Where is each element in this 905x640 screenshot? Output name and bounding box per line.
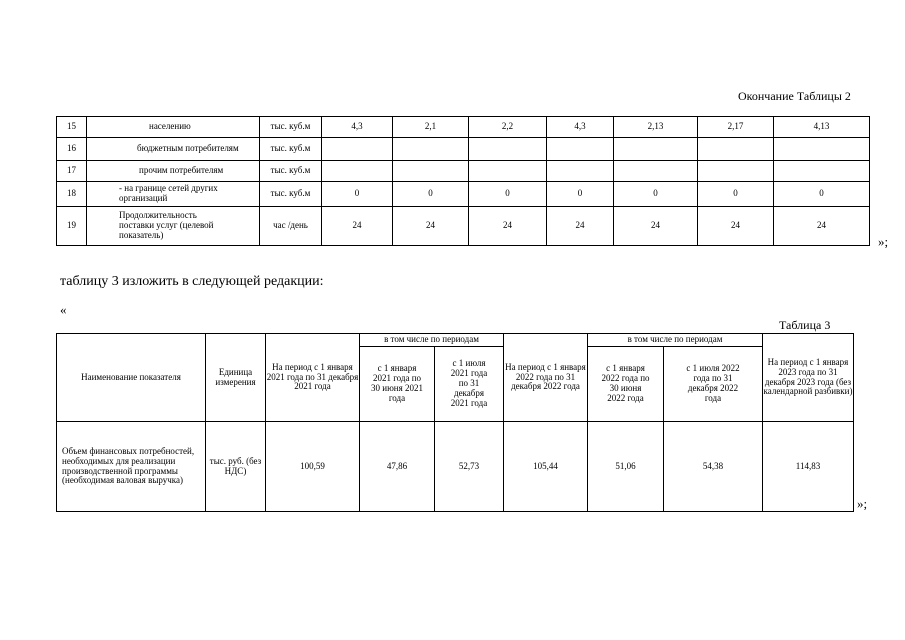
- table-row: [57, 207, 870, 246]
- header-row: [57, 334, 854, 347]
- header-period-2022: На период с 1 января 2022 года по 31 декабря 2022 года: [504, 334, 588, 422]
- cell-value: 2,1: [393, 117, 469, 138]
- row-unit: тыс. куб.м: [260, 138, 322, 161]
- row-unit: час /день: [260, 207, 322, 246]
- cell-value: [469, 138, 547, 161]
- header-indicator: Наименование показателя: [57, 334, 206, 422]
- header-unit: Единица измерения: [206, 334, 266, 422]
- cell-value: [547, 161, 614, 182]
- cell-value: [547, 138, 614, 161]
- amendment-text: таблицу 3 изложить в следующей редакции:: [60, 274, 324, 289]
- cell-value: [774, 161, 870, 182]
- cell-value: 4,13: [774, 117, 870, 138]
- cell-value: [469, 161, 547, 182]
- table2-caption: Окончание Таблицы 2: [738, 89, 851, 103]
- row-unit: тыс. куб.м: [260, 117, 322, 138]
- cell-value: 24: [774, 207, 870, 246]
- cell-value: 47,86: [360, 422, 435, 512]
- cell-value: 0: [393, 182, 469, 207]
- cell-value: 24: [393, 207, 469, 246]
- cell-value: 0: [469, 182, 547, 207]
- row-name: бюджетным потребителям: [87, 138, 260, 161]
- row-number: 18: [57, 182, 87, 207]
- table2: [56, 116, 870, 246]
- cell-value: 24: [698, 207, 774, 246]
- cell-value: 0: [322, 182, 393, 207]
- row-name: - на границе сетей других организаций: [87, 182, 260, 207]
- cell-value: 51,06: [588, 422, 664, 512]
- header-period-2023: На период с 1 января 2023 года по 31 декабря 2023 года (без календарной разбивки): [763, 334, 854, 422]
- header-period-2021: На период с 1 января 2021 года по 31 декабря 2021 года: [266, 334, 360, 422]
- row-name: прочим потребителям: [87, 161, 260, 182]
- table-row: [57, 117, 870, 138]
- cell-value: 24: [322, 207, 393, 246]
- cell-value: [322, 138, 393, 161]
- row-unit: тыс. куб.м: [260, 161, 322, 182]
- table-row: [57, 161, 870, 182]
- cell-value: 2,13: [614, 117, 698, 138]
- cell-value: 24: [547, 207, 614, 246]
- cell-value: 105,44: [504, 422, 588, 512]
- cell-value: 0: [698, 182, 774, 207]
- table3-caption: Таблица 3: [779, 318, 831, 332]
- row-name: населению: [87, 117, 260, 138]
- row-number: 17: [57, 161, 87, 182]
- row-number: 15: [57, 117, 87, 138]
- cell-value: 54,38: [664, 422, 763, 512]
- table-row: [57, 182, 870, 207]
- cell-value: 4,3: [547, 117, 614, 138]
- row-unit: тыс. руб. (без НДС): [206, 422, 266, 512]
- cell-value: [698, 161, 774, 182]
- cell-value: 114,83: [763, 422, 854, 512]
- row-name: Продолжительность поставки услуг (целевой показатель): [87, 207, 260, 246]
- cell-value: 0: [547, 182, 614, 207]
- header-subperiods-2021: в том числе по периодам: [360, 334, 504, 347]
- table3: [56, 333, 854, 512]
- header-subperiods-2022: в том числе по периодам: [588, 334, 763, 347]
- cell-value: [322, 161, 393, 182]
- header-h2-2022: с 1 июля 2022 года по 31 декабря 2022 года: [664, 347, 763, 422]
- row-number: 16: [57, 138, 87, 161]
- cell-value: [393, 138, 469, 161]
- closing-quote: »;: [878, 234, 889, 249]
- cell-value: 24: [614, 207, 698, 246]
- cell-value: [774, 138, 870, 161]
- cell-value: 52,73: [435, 422, 504, 512]
- cell-value: 100,59: [266, 422, 360, 512]
- header-h1-2022: с 1 января 2022 года по 30 июня 2022 года: [588, 347, 664, 422]
- closing-quote: »;: [857, 496, 868, 511]
- cell-value: [393, 161, 469, 182]
- cell-value: [614, 161, 698, 182]
- cell-value: 0: [774, 182, 870, 207]
- cell-value: [614, 138, 698, 161]
- row-number: 19: [57, 207, 87, 246]
- header-h1-2021: с 1 января 2021 года по 30 июня 2021 года: [360, 347, 435, 422]
- cell-value: 4,3: [322, 117, 393, 138]
- header-h2-2021: с 1 июля 2021 года по 31 декабря 2021 года: [435, 347, 504, 422]
- cell-value: 2,2: [469, 117, 547, 138]
- cell-value: [698, 138, 774, 161]
- cell-value: 0: [614, 182, 698, 207]
- table-row: [57, 422, 854, 512]
- table-row: [57, 138, 870, 161]
- cell-value: 2,17: [698, 117, 774, 138]
- opening-quote: «: [60, 302, 67, 317]
- row-unit: тыс. куб.м: [260, 182, 322, 207]
- row-indicator: Объем финансовых потребностей, необходимых для реализации производственной программы (необходимая валовая выручка): [57, 422, 206, 512]
- cell-value: 24: [469, 207, 547, 246]
